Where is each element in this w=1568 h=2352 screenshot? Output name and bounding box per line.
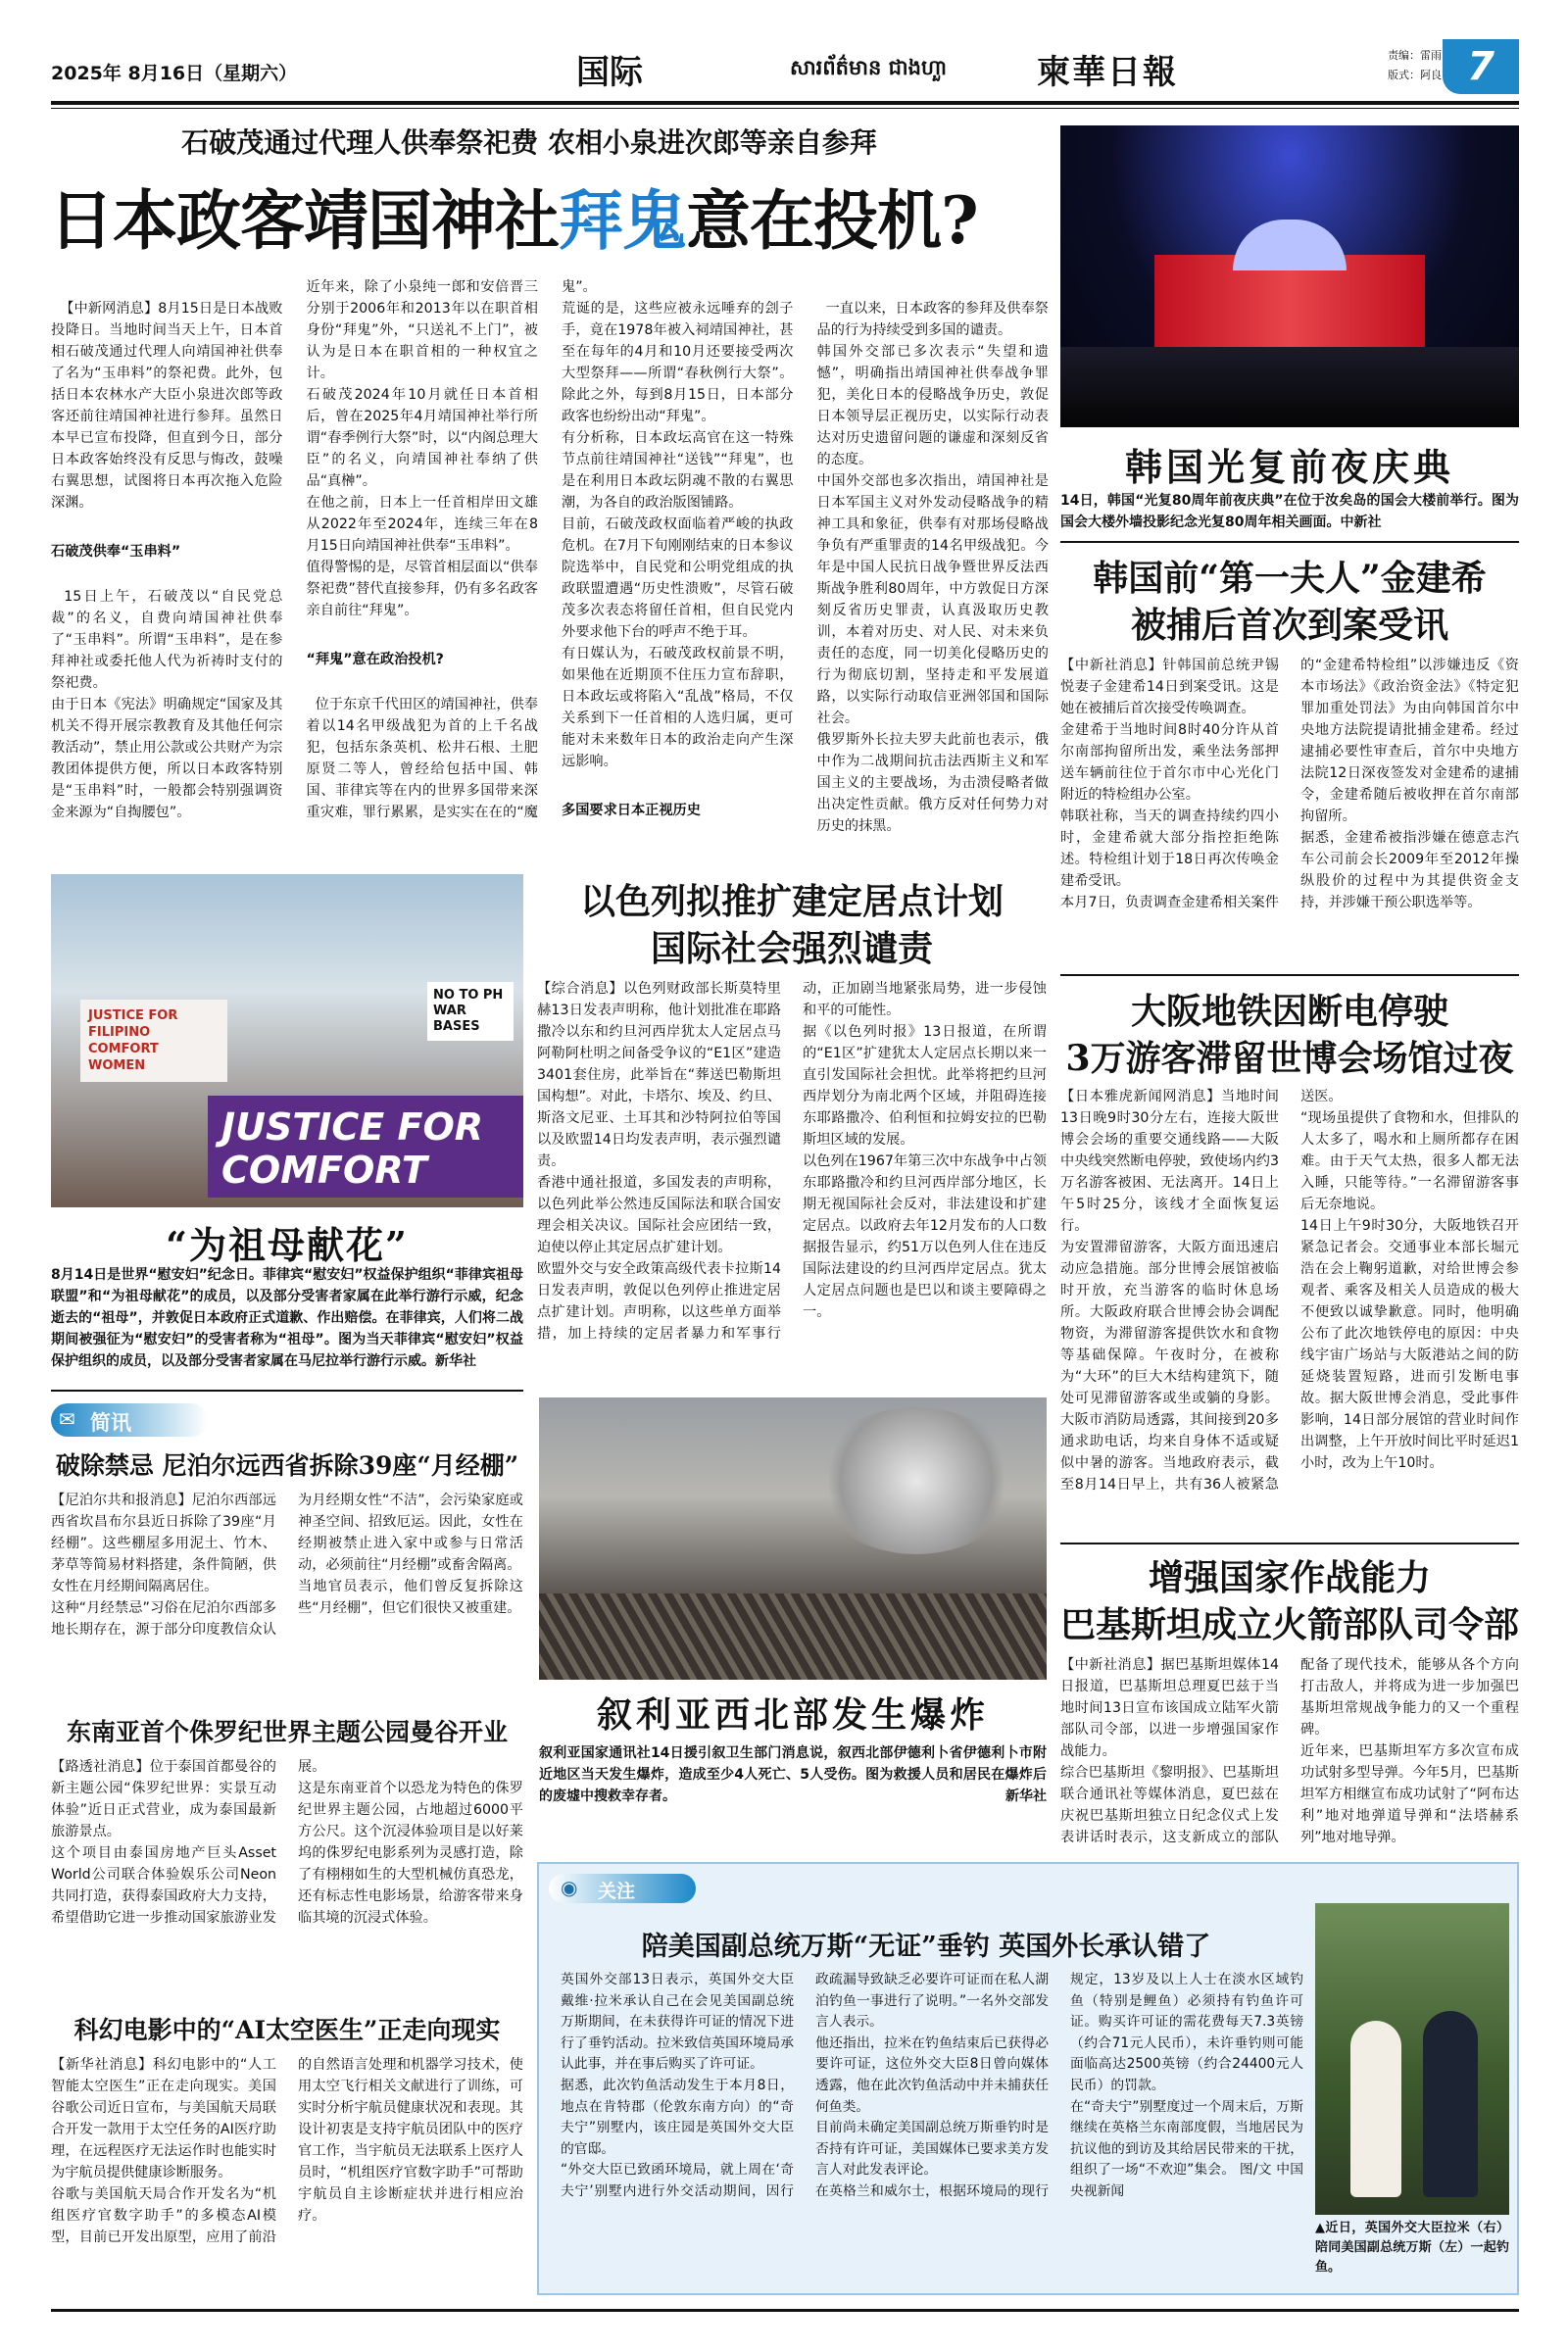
korea-body: 【中新社消息】针韩国前总统尹锡悦妻子金建希14日到案受讯。这是她在被捕后首次接受传唤调查。 金建希于当地时间8时40分许从首尔南部拘留所出发，乘坐法务部押送车辆前往位于首尔市中心光化门附近的特检组办公室。 韩联社称，当天的调查持续约四小时，金建希就大部分指控拒绝陈述。特检组计划于18日再次传唤金建希受讯。 本月7日，负责调查金建希相关案件的“金建希特检组”以涉嫌违反《资本市场法》《政治资金法》《特定犯罪加重处罚法》为由向韩国首尔中央地方法院提请批捕金建希。经过逮捕必要性审查后，首尔中央地方法院12日深夜签发对金建希的逮捕令，金建希随后被收押在首尔南部拘留所。 据悉，金建希被指涉嫌在德意志汽车公司前会长2009年至2012年操纵股价的过程中为其提供资金支持，并涉嫌干预公职选举等。	[1060, 658, 1519, 910]
focus-label	[549, 1874, 696, 1903]
page-number-box	[1443, 39, 1519, 94]
focus-box	[537, 1862, 1519, 2295]
korea-headline-2: 被捕后首次到案受讯	[1130, 605, 1448, 646]
focus-label-text: 关注	[598, 1881, 636, 1902]
israel-headline-1: 以色列拟推扩建定居点计划	[579, 881, 1004, 922]
protest-sign: NO TO PH WAR BASES	[427, 982, 514, 1041]
masthead	[51, 39, 1519, 100]
brief-item3-body: 【新华社消息】科幻电影中的“人工智能太空医生”正在走向现实。美国谷歌公司近日宣布，与美国航天局联合开发一款用于太空任务的AI医疗助理，在远程医疗无法运作时也能实时为宇航员提供健康诊断服务。 谷歌与美国航天局合作开发名为“机组医疗官数字助手”的多模态AI模型，目前已开发出原型，应用了前沿的自然语言处理和机器学习技术，使用太空飞行相关文献进行了训练，可实时分析宇航员健康状况和表现。其设计初衷是支持宇航员团队中的医疗官工作，当宇航员无法联系上医疗人员时，“机组医疗官数字助手”可帮助宇航员自主诊断症状并进行相应治疗。	[51, 2057, 523, 2245]
lead-subhead: 石破茂供奉“玉串料”	[51, 544, 181, 560]
osaka-headline-1: 大阪地铁因断电停驶	[1130, 991, 1448, 1032]
smoke	[813, 1407, 1019, 1554]
korea-photo-headline: 韩国光复前夜庆典	[1124, 445, 1454, 489]
lead-paragraph: 【中新网消息】8月15日是日本战败投降日。当地时间当天上午，日本首相石破茂通过代理人向靖国神社供奉了名为“玉串料”的祭祀费。此外，包括日本农林水产大臣小泉进次郎等政客还前往靖国神社进行参拜。虽然日本早已宣布投降，但直到今日，部分日本政客始终没有反思与悔改，鼓噪右翼思想，试图将日本再次拖入危险深渊。	[51, 301, 283, 511]
lead-headline-highlight: 拜鬼	[559, 182, 686, 259]
fishing-photo-caption: ▲近日，英国外交大臣拉米（右）陪同美国副总统万斯（左）一起钓鱼。	[1315, 2221, 1509, 2275]
protest-sign: JUSTICE FOR FILIPINO COMFORT WOMEN	[80, 1000, 227, 1082]
brief-item3-title: 科幻电影中的“AI太空医生”正走向现实	[74, 2016, 501, 2044]
protest-caption: 8月14日是世界“慰安妇”纪念日。菲律宾“慰安妇”权益保护组织“菲律宾祖母联盟”和“为祖母献花”的成员，以及部分受害者家属在此举行游行示威，纪念逝去的“祖母”，并敦促日本政府正式道歉、作出赔偿。在菲律宾，人们将二战期间被强征为“慰安妇”的受害者称为“祖母”。图为当天菲律宾“慰安妇”权益保护组织的成员，以及部分受害者家属在马尼拉举行游行示威。新华社	[51, 1267, 523, 1369]
protest-banner: JUSTICE FOR COMFORT	[208, 1096, 523, 1198]
israel-body: 【综合消息】以色列财政部长斯莫特里赫13日发表声明称，他计划批准在耶路撒冷以东和约旦河西岸犹太人定居点马阿勒阿杜明之间备受争议的“E1区”建造3401套住房，此举旨在“葬送巴勒斯坦国构想”。对此，卡塔尔、埃及、约旦、斯洛文尼亚、土耳其和沙特阿拉伯等国以及欧盟14日均发表声明，表示强烈谴责。 香港中通社报道，多国发表的声明称，以色列此举公然违反国际法和联合国安理会相关决议。国际社会应团结一致，迫使以停止其定居点扩建计划。 欧盟外交与安全政策高级代表卡拉斯14日发表声明，敦促以色列停止推进定居点扩建计划。声明称，以这些单方面举措，加上持续的定居者暴力和军事行动，正加剧当地紧张局势，进一步侵蚀和平的可能性。 据《以色列时报》13日报道，在所谓的“E1区”扩建犹太人定居点长期以来一直引发国际社会担忧。此举将把约旦河西岸划分为南北两个区域，并阻碍连接东耶路撒冷、伯利恒和拉姆安拉的巴勒斯坦区域的发展。 以色列在1967年第三次中东战争中占领东耶路撒冷和约旦河西岸部分地区，长期无视国际社会反对，非法建设和扩建定居点。以政府去年12月发布的人口数据报告显示，约51万以色列人住在违反国际法建设的约旦河西岸定居点。犹太人定居点问题也是巴以和谈主要障碍之一。	[537, 981, 1047, 1342]
person-left	[1350, 2021, 1401, 2197]
crowd	[1060, 347, 1519, 427]
lead-paragraph: 位于东京千代田区的靖国神社，供奉着以14名甲级战犯为首的上千名战犯，包括东条英机、松井石根、土肥原贤二等人，曾经给包括中国、韩国、菲律宾等在内的世界多国带来深重灾难，罪行累累，是实实在在的“魔鬼”。 荒诞的是，这些应被永远唾弃的刽子手，竟在1978年被入祠靖国神社，甚至在每年的4月和10月还要接受两次大型祭拜——所谓“春秋例行大祭”。除此之外，每到8月15日，日本部分政客也纷纷出动“拜鬼”。 有分析称，日本政坛高官在这一特殊节点前往靖国神社“送钱”“拜鬼”，也是在利用日本政坛阴魂不散的右翼思潮，为各自的政治版图铺路。 目前，石破茂政权面临着严峻的执政危机。在7月下旬刚刚结束的日本参议院选举中，自民党和公明党组成的执政联盟遭遇“历史性溃败”，尽管石破茂多次表态将留任首相，但自民党内外要求他下台的呼声不绝于耳。 有日媒认为，石破茂政权前景不明，如果他在近期顶不住压力宣布辞职，日本政坛或将陷入“乱战”格局，不仅关系到下一任首相的人选归属，更可能对未来数年日本的政治走向产生深远影响。	[306, 279, 794, 820]
pakistan-headline-2: 巴基斯坦成立火箭部队司令部	[1060, 1604, 1520, 1645]
paper-logo: 柬華日報	[1037, 53, 1178, 92]
section-rule	[1060, 1543, 1519, 1544]
syria-caption-text: 叙利亚国家通讯社14日援引叙卫生部门消息说，叙西北部伊德利卜省伊德利卜市附近地区当天发生爆炸，造成至少4人死亡、5人受伤。图为救援人员和居民在爆炸后的废墟中搜救幸存者。	[539, 1745, 1047, 1804]
syria-caption	[539, 1742, 1047, 1807]
editor-credit: 责编：雷雨	[1388, 49, 1442, 62]
footer-rule	[51, 2309, 1519, 2312]
osaka-headline-2: 3万游客滞留世博会场馆过夜	[1065, 1038, 1514, 1079]
lead-kicker: 石破茂通过代理人供奉祭祀费 农相小泉进次郎等亲自参拜	[181, 126, 877, 159]
osaka-body: 【日本雅虎新闻网消息】当地时间13日晚9时30分左右，连接大阪世博会会场的重要交通线路——大阪中央线突然断电停驶，致使场内约3万名游客被困、无法离开。14日上午5时25分，该线才全面恢复运行。 为安置滞留游客，大阪方面迅速启动应急措施。部分世博会展馆被临时开放，充当游客的临时休息场所。大阪政府联合世博会协会调配物资，为滞留游客提供饮水和食物等基础保障。午夜时分，在被称为“大环”的巨大木结构建筑下，随处可见滞留游客或坐或躺的身影。大阪市消防局透露，其间接到20多通求助电话，均来自身体不适或疑似中暑的游客。当地政府表示，截至8月14日早上，共有36人被紧急送医。 “现场虽提供了食物和水，但排队的人太多了，喝水和上厕所都存在困难。由于天气太热，很多人都无法入睡，只能等待。”一名滞留游客事后无奈地说。 14日上午9时30分，大阪地铁召开紧急记者会。交通事业本部长堀元浩在会上鞠躬道歉，对给世博会参观者、乘客及相关人员造成的极大不便致以诚挚歉意。同时，他明确公布了此次地铁停电的原因：中央线宇宙广场站与大阪港站之间的防延烧装置短路，进而引发断电事故。据大阪世博会消息，受此事件影响，14日部分展馆的营业时间作出调整，上午开放时间比平时延迟1小时，改为上午10时。	[1060, 1089, 1519, 1493]
lead-headline-b: 意在投机?	[686, 182, 978, 259]
pakistan-body: 【中新社消息】据巴基斯坦媒体14日报道，巴基斯坦总理夏巴兹于当地时间13日宣布该国成立陆军火箭部队司令部，以进一步增强国家作战能力。 综合巴基斯坦《黎明报》、巴基斯坦联合通讯社等媒体消息，夏巴兹在庆祝巴基斯坦独立日纪念仪式上发表讲话时表示，这支新成立的部队配备了现代技术，能够从各个方向打击敌人，并将成为进一步加强巴基斯坦常规战争能力的又一个重程碑。 近年来，巴基斯坦军方多次宣布成功试射多型导弹。今年5月，巴基斯坦军方相继宣布成功试射了“阿布达利”地对地弹道导弹和“法塔赫系列”地对地导弹。	[1060, 1657, 1519, 1845]
fishing-photo	[1315, 1903, 1509, 2215]
section-rule	[1060, 541, 1519, 543]
lead-body	[51, 276, 1049, 864]
section-title: 国际	[576, 53, 643, 92]
korea-photo-caption: 14日，韩国“光复80周年前夜庆典”在位于汝矣岛的国会大楼前举行。图为国会大楼外墙投影纪念光复80周年相关画面。中新社	[1060, 493, 1519, 530]
chat-icon: ✉	[59, 1407, 75, 1431]
protest-headline: “为祖母献花”	[166, 1223, 409, 1267]
syria-explosion-photo	[539, 1397, 1047, 1680]
lead-headline-a: 日本政客靖国神社	[49, 182, 559, 259]
lead-subhead: 多国要求日本正视历史	[562, 803, 701, 818]
syria-headline: 叙利亚西北部发生爆炸	[596, 1694, 989, 1736]
header-rule-thin	[51, 108, 1519, 109]
eye-icon: ◉	[561, 1876, 578, 1899]
paper-khmer-name: សារព័ត៌មាន ជាងហួា	[790, 56, 948, 79]
brief-label-text: 简讯	[90, 1411, 131, 1435]
israel-headline-2: 国际社会强烈谴责	[650, 928, 933, 969]
focus-headline: 陪美国副总统万斯“无证”垂钓 英国外长承认错了	[641, 1932, 1211, 1962]
assembly-dome	[1233, 220, 1347, 270]
brief-item1-body: 【尼泊尔共和报消息】尼泊尔西部远西省坎昌布尔县近日拆除了39座“月经棚”。这些棚屋多用泥土、竹木、茅草等简易材料搭建，条件简陋，供女性在月经期间隔离居住。 这种“月经禁忌”习俗在尼泊尔西部多地长期存在，源于部分印度教信众认为月经期女性“不洁”，会污染家庭或神圣空间、招致厄运。因此，女性在经期被禁止进入家中或参与日常活动，必须前往“月经棚”或畜舍隔离。 当地官员表示，他们曾反复拆除这些“月经棚”，但它们很快又被重建。	[51, 1493, 523, 1638]
brief-item2-title: 东南亚首个侏罗纪世界主题公园曼谷开业	[66, 1718, 508, 1746]
lead-headline	[49, 169, 1049, 262]
korea-celebration-photo	[1060, 125, 1519, 427]
layout-credit: 版式：阿良	[1388, 69, 1442, 81]
lead-paragraph: 一直以来，日本政客的参拜及供奉祭品的行为持续受到多国的谴责。 韩国外交部已多次表示“失望和遗憾”，明确指出靖国神社供奉战争罪犯，美化日本的侵略战争历史，敦促日本领导层正视历史，以实际行动表达对历史遗留问题的谦虚和深刻反省的态度。 中国外交部也多次指出，靖国神社是日本军国主义对外发动侵略战争的精神工具和象征，供奉有对那场侵略战争负有严重罪责的14名甲级战犯。今年是中国人民抗日战争暨世界反法西斯战争胜利80周年，中方敦促日方深刻反省历史罪责，认真汲取历史教训，本着对历史、对人民、对未来负责任的态度，同一切美化侵略历史的行为彻底切割，坚持走和平发展道路，以实际行动取信亚洲邻国和国际社会。 俄罗斯外长拉夫罗夫此前也表示，俄中作为二战期间抗击法西斯主义和军国主义的主要战场，为击溃侵略者做出决定性贡献。俄方反对任何势力对历史的抹黑。	[816, 301, 1049, 834]
korea-headline-1: 韩国前“第一夫人”金建希	[1093, 558, 1487, 599]
syria-credit: 新华社	[1005, 1788, 1047, 1804]
lead-paragraph: 15日上午，石破茂以“自民党总裁”的名义，自费向靖国神社供奉了“玉串料”。所谓“玉串料”，是在参拜神社或委托他人代为祈祷时支付的祭祀费。 由于日本《宪法》明确规定“国家及其机关不得开展宗教教育及其他任何宗教活动”，禁止用公款或公共财产为宗教团体提供方便，所以日本政客特别是“玉串料”时，一般都会特别强调资金来源为“自掏腰包”。 近年来，除了小泉纯一郎和安倍晋三分别于2006年和2013年以在职首相身份“拜鬼”外，“只送礼不上门”，被认为是日本在职首相的一种权宜之计。 石破茂2024年10月就任日本首相后，曾在2025年4月靖国神社举行所谓“春季例行大祭”时，以“内阁总理大臣”的名义，向靖国神社奉纳了供品“真榊”。 在他之前，日本上一任首相岸田文雄从2022年至2024年，连续三年在8月15日向靖国神社供奉“玉串料”。 值得警惕的是，尽管首相层面以“供奉祭祀费”替代直接参拜，仍有多名政客亲自前往“拜鬼”。	[51, 279, 538, 820]
person-right	[1423, 2011, 1478, 2197]
focus-body: 英国外交部13日表示，英国外交大臣戴维·拉米承认自己在会见美国副总统万斯期间，在未获得许可证的情况下进行了垂钓活动。拉米致信英国环境局承认此事，并在事后购买了许可证。 据悉，此次钓鱼活动发生于本月8日，地点在肯特郡（伦敦东南方向）的“奇夫宁”别墅内，该庄园是英国外交大臣的官邸。 “外交大臣已致函环境局，就上周在‘奇夫宁’别墅内进行外交活动期间，因行政疏漏导致缺乏必要许可证而在私人湖泊钓鱼一事进行了说明。”一名外交部发言人表示。 他还指出，拉米在钓鱼结束后已获得必要许可证，这位外交大臣8日曾向媒体透露，他在此次钓鱼活动中并未捕获任何鱼类。 目前尚未确定美国副总统万斯垂钓时是否持有许可证，美国媒体已要求美方发言人对此发表评论。 在英格兰和威尔士，根据环境局的现行规定，13岁及以上人士在淡水区域钓鱼（特别是鲤鱼）必须持有钓鱼许可证。购买许可证的需花费每天7.3英镑（约合71元人民币），未许垂钓则可能面临高达2500英镑（约合24400元人民币）的罚款。 在“奇夫宁”别墅度过一个周末后，万斯继续在英格兰东南部度假，当地居民为抗议他的到访及其给居民带来的干扰，组织了一场“不欢迎”集会。 图/文 中国央视新闻	[561, 1972, 1303, 2199]
brief-item1-title: 破除禁忌 尼泊尔远西省拆除39座“月经棚”	[55, 1451, 519, 1480]
header-rule	[51, 101, 1519, 105]
brief-label	[51, 1403, 208, 1437]
lead-subhead: “拜鬼”意在政治投机?	[306, 652, 444, 667]
rubble	[539, 1593, 1047, 1680]
protest-photo	[51, 874, 523, 1207]
issue-date: 2025年 8月16日（星期六）	[51, 63, 298, 84]
brief-item2-body: 【路透社消息】位于泰国首都曼谷的新主题公园“侏罗纪世界：实景互动体验”近日正式营业，成为泰国最新旅游景点。 这个项目由泰国房地产巨头Asset World公司联合体验娱乐公司Neon共同打造，获得泰国政府大力支持，希望借助它进一步推动国家旅游业发展。 这是东南亚首个以恐龙为特色的侏罗纪世界主题公园，占地超过6000平方公尺。这个沉浸体验项目是以好莱坞的侏罗纪电影系列为灵感打造，除了有栩栩如生的大型机械仿真恐龙，还有标志性电影场景，给游客带来身临其境的沉浸式体验。	[51, 1759, 523, 1926]
page-number: 7	[1467, 44, 1494, 89]
pakistan-headline-1: 增强国家作战能力	[1148, 1557, 1431, 1598]
section-rule	[1060, 974, 1519, 976]
section-rule	[51, 1390, 523, 1392]
